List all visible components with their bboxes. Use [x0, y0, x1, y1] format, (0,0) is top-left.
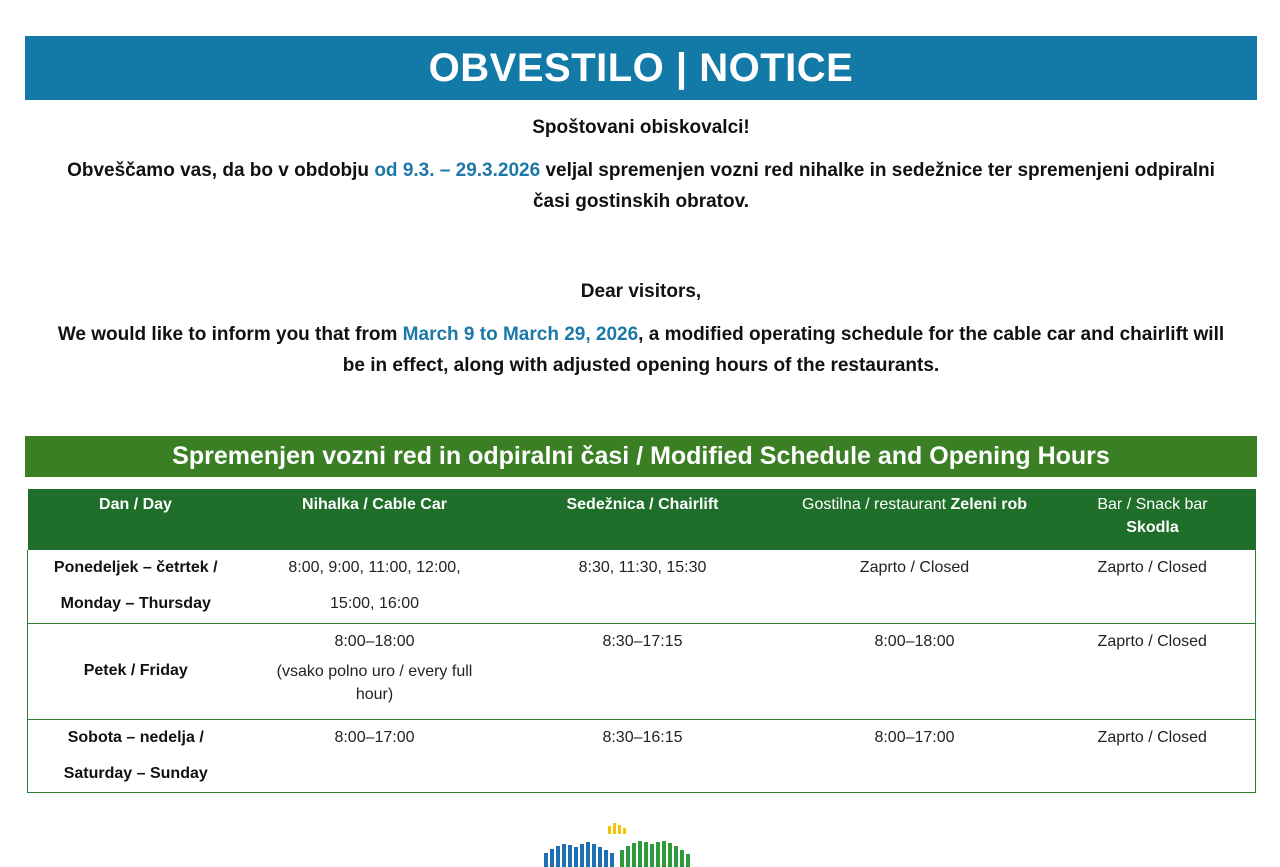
- day-cell: Petek / Friday: [28, 623, 244, 719]
- cable-car-cell: 8:00–17:00: [244, 719, 506, 792]
- cable-car-cell: 8:00, 9:00, 11:00, 12:00, 15:00, 16:00: [244, 550, 506, 623]
- notice-banner: [25, 36, 1257, 100]
- section-title: Spremenjen vozni red in odpiralni časi / Modified Schedule and Opening Hours: [172, 442, 1110, 470]
- schedule-table: [27, 489, 1256, 793]
- bar-cell: Zaprto / Closed: [1050, 550, 1256, 623]
- day-cell: Ponedeljek – četrtek / Monday – Thursday: [28, 550, 244, 623]
- mountain-logo-icon: [540, 820, 700, 867]
- chairlift-cell: 8:30, 11:30, 15:30: [506, 550, 780, 623]
- chairlift-cell: 8:30–17:15: [506, 623, 780, 719]
- bar-cell: Zaprto / Closed: [1050, 623, 1256, 719]
- bar-cell: Zaprto / Closed: [1050, 719, 1256, 792]
- slovenian-text-after: veljal spremenjen vozni red nihalke in sedežnice ter spremenjeni odpiralni časi gostinskih obratov.: [532, 160, 1215, 212]
- table-row: [28, 550, 1256, 623]
- english-date-range: March 9 to March 29, 2026: [402, 324, 639, 345]
- table-row: [28, 719, 1256, 792]
- table-row: [28, 623, 1256, 719]
- restaurant-cell: 8:00–17:00: [780, 719, 1050, 792]
- english-text-before: We would like to inform you that from: [57, 324, 403, 345]
- slovenian-greeting: Spoštovani obiskovalci!: [532, 117, 750, 138]
- restaurant-cell: Zaprto / Closed: [780, 550, 1050, 623]
- cable-car-cell: 8:00–18:00 (vsako polno uro / every full hour): [244, 623, 506, 719]
- table-header-row: [28, 489, 1256, 550]
- slovenian-paragraph: [25, 155, 1257, 217]
- header-day: Dan / Day: [28, 489, 244, 550]
- english-greeting: Dear visitors,: [580, 281, 702, 302]
- header-chairlift: Sedežnica / Chairlift: [506, 489, 780, 550]
- english-text-after: , a modified operating schedule for the cable car and chairlift will be in effect, along with adjusted opening hours of the restaurants.: [342, 324, 1225, 376]
- english-paragraph: [25, 319, 1257, 381]
- slovenian-text-before: Obveščamo vas, da bo v obdobju: [67, 160, 375, 181]
- chairlift-cell: 8:30–16:15: [506, 719, 780, 792]
- header-cable-car: Nihalka / Cable Car: [244, 489, 506, 550]
- notice-title: OBVESTILO | NOTICE: [428, 45, 854, 90]
- schedule-section-banner: [25, 436, 1257, 477]
- day-cell: Sobota – nedelja / Saturday – Sunday: [28, 719, 244, 792]
- restaurant-cell: 8:00–18:00: [780, 623, 1050, 719]
- header-bar: Bar / Snack bar Skodla: [1050, 489, 1256, 550]
- slovenian-date-range: od 9.3. – 29.3.2026: [374, 160, 541, 181]
- header-restaurant: Gostilna / restaurant Zeleni rob: [780, 489, 1050, 550]
